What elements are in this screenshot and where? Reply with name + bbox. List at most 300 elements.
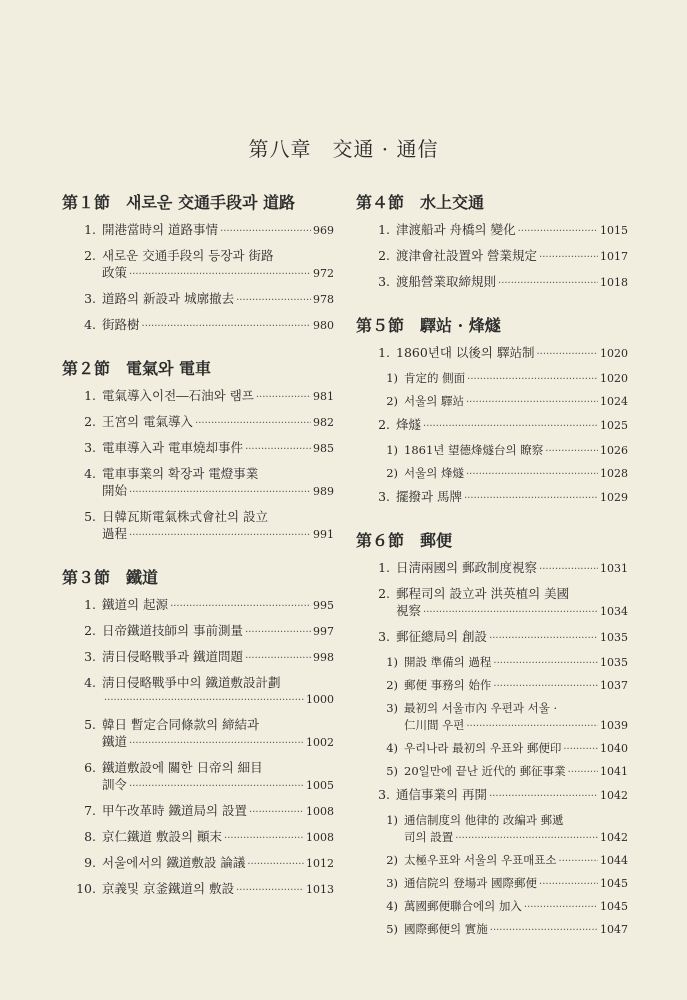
entry-line (102, 387, 334, 406)
entry-number: 4. (84, 317, 96, 332)
entry-number: 5) (386, 764, 398, 778)
entry-body (404, 740, 628, 758)
entry-title: 京義및 京釜鐵道의 敷設 (102, 881, 235, 896)
entry-body (102, 316, 334, 335)
entry-title: 淸日侵略戰爭中의 鐵道敷設計劃 (102, 675, 281, 690)
section-heading: 第３節 鐵道 (62, 568, 159, 587)
page-number: 1029 (600, 491, 628, 504)
entry-number: 1. (84, 222, 96, 237)
entry-number: 1) (386, 813, 398, 827)
entry-line (404, 829, 628, 847)
dot-leader (518, 223, 598, 240)
dot-leader (236, 292, 311, 309)
toc-entry[interactable] (356, 247, 628, 266)
entry-number: 5. (84, 509, 96, 524)
entry-title: 最初의 서울市內 우편과 서울 · (404, 701, 558, 715)
dot-leader (256, 389, 311, 406)
page-number: 981 (313, 390, 334, 403)
entry-body (396, 488, 628, 507)
entry-number: 2) (386, 678, 398, 692)
entry-line (102, 247, 334, 264)
entry-title: 渡船營業取締規則 (396, 274, 497, 289)
entry-number: 2. (378, 417, 390, 432)
entry-body (404, 763, 628, 781)
toc-subentry[interactable] (356, 852, 628, 870)
entry-number: 2) (386, 394, 398, 408)
toc-subentry[interactable] (356, 812, 628, 847)
entry-line (102, 596, 334, 615)
entry-line (404, 740, 628, 758)
page-number: 997 (313, 625, 334, 638)
entry-title: 鐵道 (102, 734, 128, 749)
entry-line (404, 717, 628, 735)
entry-title: 肯定的 側面 (404, 371, 466, 385)
entry-body (404, 921, 628, 939)
entry-line (102, 316, 334, 335)
entry-number: 9. (84, 855, 96, 870)
entry-line (102, 674, 334, 691)
entry-number: 1. (378, 222, 390, 237)
entry-line (396, 273, 628, 292)
entry-title: 渡津會社設置와 營業規定 (396, 248, 538, 263)
page-number: 969 (313, 224, 334, 237)
entry-body (102, 596, 334, 615)
toc-subentry[interactable] (356, 465, 628, 483)
entry-line (396, 488, 628, 507)
toc-entry[interactable] (62, 247, 334, 283)
page-number: 991 (313, 528, 334, 541)
entry-title: 訓令 (102, 777, 128, 792)
entry-line (404, 677, 628, 695)
page-number: 1018 (600, 276, 628, 289)
page-number: 1025 (600, 419, 628, 432)
toc-subentry[interactable] (356, 677, 628, 695)
section-gap (62, 551, 334, 565)
dot-leader (524, 899, 598, 916)
entry-title: 太極우표와 서울의 우표매표소 (404, 853, 557, 867)
entry-title: 道路의 新設과 城廓撤去 (102, 291, 235, 306)
dot-leader (539, 561, 598, 578)
dot-leader (545, 443, 598, 460)
toc-subentry[interactable] (356, 700, 628, 735)
entry-title: 淸日侵略戰爭과 鐵道問題 (102, 649, 244, 664)
entry-body (102, 674, 334, 709)
right-column (356, 190, 628, 944)
section-heading: 第２節 電氣와 電車 (62, 359, 212, 378)
entry-number: 3) (386, 876, 398, 890)
entry-body (396, 585, 628, 621)
entry-body (102, 854, 334, 873)
entry-body (404, 370, 628, 388)
toc-entry[interactable] (62, 316, 334, 335)
dot-leader (539, 876, 598, 893)
page-number: 1045 (600, 900, 628, 913)
page-number: 1044 (600, 854, 628, 867)
toc-subentry[interactable] (356, 654, 628, 672)
dot-leader (493, 655, 598, 672)
dot-leader (195, 415, 311, 432)
entry-line (404, 921, 628, 939)
dot-leader (245, 650, 311, 667)
entry-line (102, 828, 334, 847)
entry-body (396, 416, 628, 435)
toc-subentry[interactable] (356, 370, 628, 388)
entry-title: 國際郵便의 實施 (404, 922, 488, 936)
entry-body (404, 442, 628, 460)
entry-line (396, 559, 628, 578)
toc-subentry[interactable] (356, 875, 628, 893)
entry-title: 視察 (396, 603, 422, 618)
entry-body (102, 413, 334, 432)
toc-entry[interactable] (62, 802, 334, 821)
toc-entry[interactable] (62, 828, 334, 847)
entry-body (404, 677, 628, 695)
toc-entry[interactable] (356, 273, 628, 292)
toc-subentry[interactable] (356, 898, 628, 916)
dot-leader (539, 249, 598, 266)
entry-body (102, 716, 334, 752)
dot-leader (563, 741, 598, 758)
entry-body (396, 559, 628, 578)
entry-line (404, 654, 628, 672)
dot-leader (142, 318, 311, 335)
entry-body (404, 898, 628, 916)
entry-body (102, 622, 334, 641)
entry-title: 서울에서의 鐵道敷設 論議 (102, 855, 246, 870)
entry-number: 2. (84, 414, 96, 429)
entry-number: 4) (386, 741, 398, 755)
entry-title: 1860년대 以後의 驛站制 (396, 345, 535, 360)
entry-body (404, 852, 628, 870)
entry-line (102, 880, 334, 899)
toc-entry[interactable] (356, 559, 628, 578)
entry-title: 郵便 事務의 始作 (404, 678, 492, 692)
dot-leader (490, 922, 598, 939)
dot-leader (568, 764, 598, 781)
dot-leader (455, 830, 598, 847)
entry-title: 日淸兩國의 郵政制度視察 (396, 560, 538, 575)
entry-title: 萬國郵便聯合에의 加入 (404, 899, 522, 913)
dot-leader (129, 527, 311, 544)
page-number: 1035 (600, 656, 628, 669)
entry-number: 3. (378, 629, 390, 644)
entry-number: 1. (378, 345, 390, 360)
entry-title: 開始 (102, 483, 128, 498)
dot-leader (220, 223, 311, 240)
dot-leader (129, 484, 311, 501)
toc-entry[interactable] (62, 880, 334, 899)
dot-leader (247, 856, 304, 873)
toc-subentry[interactable] (356, 763, 628, 781)
dot-leader (170, 598, 311, 615)
page-number: 998 (313, 651, 334, 664)
page-number: 978 (313, 293, 334, 306)
entry-line (102, 716, 334, 733)
entry-line (396, 602, 628, 621)
entry-body (102, 759, 334, 795)
entry-body (396, 786, 628, 805)
section-gap (62, 342, 334, 356)
toc-entry[interactable] (62, 622, 334, 641)
entry-title: 甲午改革時 鐵道局의 設置 (102, 803, 248, 818)
entry-number: 2. (84, 623, 96, 638)
dot-leader (224, 830, 304, 847)
entry-body (404, 654, 628, 672)
entry-line (102, 221, 334, 240)
toc-entry[interactable] (62, 508, 334, 544)
page-number: 1000 (306, 693, 334, 706)
page-number: 1012 (306, 857, 334, 870)
entry-title: 1861년 望德烽燧台의 瞭察 (404, 443, 544, 457)
entry-number: 1) (386, 371, 398, 385)
entry-line (102, 508, 334, 525)
dot-leader (245, 624, 311, 641)
toc-entry[interactable] (62, 674, 334, 709)
entry-number: 3. (378, 489, 390, 504)
entry-title: 王宮의 電氣導入 (102, 414, 194, 429)
entry-title: 仁川間 우편 (404, 718, 465, 732)
entry-title: 通信制度의 他律的 改編과 郵遞 (404, 813, 564, 827)
page-number: 1042 (600, 831, 628, 844)
toc-subentry[interactable] (356, 393, 628, 411)
entry-line (396, 247, 628, 266)
dot-leader (245, 441, 311, 458)
entry-title: 日韓瓦斯電氣株式會社의 設立 (102, 509, 269, 524)
entry-title: 過程 (102, 526, 128, 541)
page-number: 1015 (600, 224, 628, 237)
dot-leader (498, 275, 598, 292)
entry-number: 4) (386, 899, 398, 913)
entry-number: 1) (386, 655, 398, 669)
dot-leader (129, 735, 304, 752)
dot-leader (129, 266, 311, 283)
entry-body (102, 508, 334, 544)
entry-title: 擺撥과 馬牌 (396, 489, 463, 504)
section-heading: 第１節 새로운 交通手段과 道路 (62, 193, 295, 212)
entry-line (102, 264, 334, 283)
entry-title: 20일만에 끝난 近代的 郵征事業 (404, 764, 566, 778)
toc-entry[interactable] (62, 648, 334, 667)
entry-title: 郵程司의 設立과 洪英植의 美國 (396, 586, 570, 601)
entry-line (404, 812, 628, 829)
entry-body (404, 812, 628, 847)
toc-entry[interactable] (356, 416, 628, 435)
entry-title: 烽燧 (396, 417, 422, 432)
entry-body (396, 247, 628, 266)
entry-line (102, 439, 334, 458)
toc-entry[interactable] (62, 854, 334, 873)
page-number: 1026 (600, 444, 628, 457)
entry-line (404, 852, 628, 870)
entry-number: 2) (386, 466, 398, 480)
dot-leader (423, 418, 598, 435)
entry-line (102, 802, 334, 821)
entry-line (404, 370, 628, 388)
page-number: 1031 (600, 562, 628, 575)
toc-entry[interactable] (62, 290, 334, 309)
entry-body (404, 393, 628, 411)
dot-leader (559, 853, 598, 870)
toc-entry[interactable] (356, 221, 628, 240)
entry-line (396, 585, 628, 602)
page-number: 1047 (600, 923, 628, 936)
toc-entry[interactable] (62, 387, 334, 406)
page-number: 1041 (600, 765, 628, 778)
page-number: 1028 (600, 467, 628, 480)
page-number: 985 (313, 442, 334, 455)
dot-leader (249, 804, 304, 821)
page-number: 1039 (600, 719, 628, 732)
entry-number: 5) (386, 922, 398, 936)
entry-line (404, 763, 628, 781)
entry-body (404, 465, 628, 483)
toc-entry[interactable] (356, 628, 628, 647)
entry-line (404, 442, 628, 460)
page-number: 1040 (600, 742, 628, 755)
entry-title: 鐵道敷設에 關한 日帝의 細目 (102, 760, 263, 775)
dot-leader (489, 788, 598, 805)
entry-title: 電車導入과 電車燒却事件 (102, 440, 244, 455)
page-number: 995 (313, 599, 334, 612)
entry-title: 政策 (102, 265, 128, 280)
toc-subentry[interactable] (356, 740, 628, 758)
toc-subentry[interactable] (356, 442, 628, 460)
entry-title: 津渡船과 舟橋의 變化 (396, 222, 516, 237)
entry-title: 郵征總局의 創設 (396, 629, 488, 644)
entry-line (102, 776, 334, 795)
entry-number: 1. (84, 597, 96, 612)
page-number: 1034 (600, 605, 628, 618)
page-number: 1037 (600, 679, 628, 692)
entry-line (102, 413, 334, 432)
entry-body (404, 700, 628, 735)
page-number: 1020 (600, 347, 628, 360)
page-number: 1045 (600, 877, 628, 890)
entry-number: 3. (378, 787, 390, 802)
entry-body (404, 875, 628, 893)
entry-title: 서울의 驛站 (404, 394, 464, 408)
entry-line (396, 416, 628, 435)
entry-title: 開設 準備의 過程 (404, 655, 492, 669)
entry-number: 6. (84, 760, 96, 775)
page-number: 989 (313, 485, 334, 498)
dot-leader (466, 394, 598, 411)
entry-number: 8. (84, 829, 96, 844)
entry-title: 街路樹 (102, 317, 140, 332)
entry-number: 4. (84, 675, 96, 690)
dot-leader (236, 882, 304, 899)
entry-title: 通信事業의 再開 (396, 787, 488, 802)
toc-entry[interactable] (356, 344, 628, 363)
chapter-title: 第八章 交通 · 通信 (248, 137, 439, 161)
entry-line (102, 482, 334, 501)
entry-line (102, 465, 334, 482)
toc-entry[interactable] (62, 439, 334, 458)
dot-leader (104, 692, 304, 709)
entry-title: 韓日 暫定合同條款의 締結과 (102, 717, 260, 732)
toc-entry[interactable] (62, 221, 334, 240)
toc-entry[interactable] (62, 596, 334, 615)
entry-number: 10. (76, 881, 96, 896)
entry-title: 서울의 烽燧 (404, 466, 464, 480)
entry-number: 2. (378, 586, 390, 601)
entry-number: 4. (84, 466, 96, 481)
dot-leader (466, 718, 598, 735)
entry-body (396, 628, 628, 647)
entry-line (102, 622, 334, 641)
entry-line (396, 221, 628, 240)
entry-number: 3. (378, 274, 390, 289)
entry-title: 開港當時의 道路事情 (102, 222, 219, 237)
entry-body (102, 247, 334, 283)
entry-number: 2. (378, 248, 390, 263)
entry-number: 2) (386, 853, 398, 867)
entry-number: 3. (84, 291, 96, 306)
entry-line (404, 875, 628, 893)
entry-title: 日帝鐵道技師의 事前測量 (102, 623, 244, 638)
toc-entry[interactable] (62, 716, 334, 752)
entry-body (102, 880, 334, 899)
entry-number: 3) (386, 701, 398, 715)
entry-body (396, 221, 628, 240)
page-number: 1017 (600, 250, 628, 263)
page-number: 980 (313, 319, 334, 332)
entry-body (102, 387, 334, 406)
entry-body (102, 802, 334, 821)
page-number: 1013 (306, 883, 334, 896)
toc-entry[interactable] (356, 786, 628, 805)
page-number: 1005 (306, 779, 334, 792)
entry-title: 電氣導入이전―石油와 램프 (102, 388, 254, 403)
page-number: 982 (313, 416, 334, 429)
entry-line (102, 648, 334, 667)
dot-leader (467, 371, 598, 388)
entry-title: 京仁鐵道 敷設의 顚末 (102, 829, 223, 844)
entry-body (102, 828, 334, 847)
entry-line (102, 854, 334, 873)
dot-leader (466, 466, 598, 483)
toc-entry[interactable] (356, 585, 628, 621)
entry-number: 7. (84, 803, 96, 818)
dot-leader (493, 678, 598, 695)
toc-entry[interactable] (62, 759, 334, 795)
entry-number: 3. (84, 649, 96, 664)
entry-line (102, 290, 334, 309)
entry-line (404, 700, 628, 717)
toc-entry[interactable] (62, 465, 334, 501)
entry-title: 우리나라 最初의 우표와 郵便印 (404, 741, 562, 755)
dot-leader (489, 630, 598, 647)
page-number: 1002 (306, 736, 334, 749)
entry-body (102, 648, 334, 667)
entry-line (404, 898, 628, 916)
toc-subentry[interactable] (356, 921, 628, 939)
entry-title: 새로운 交通手段의 등장과 街路 (102, 248, 274, 263)
page-number: 1008 (306, 831, 334, 844)
toc-entry[interactable] (356, 488, 628, 507)
entry-title: 通信院의 登場과 國際郵便 (404, 876, 538, 890)
toc-entry[interactable] (62, 413, 334, 432)
entry-line (396, 786, 628, 805)
entry-line (404, 393, 628, 411)
entry-body (396, 273, 628, 292)
entry-number: 5. (84, 717, 96, 732)
entry-number: 2. (84, 248, 96, 263)
page-number: 972 (313, 267, 334, 280)
left-column (62, 190, 334, 906)
entry-line (396, 344, 628, 363)
entry-title: 司의 設置 (404, 830, 454, 844)
